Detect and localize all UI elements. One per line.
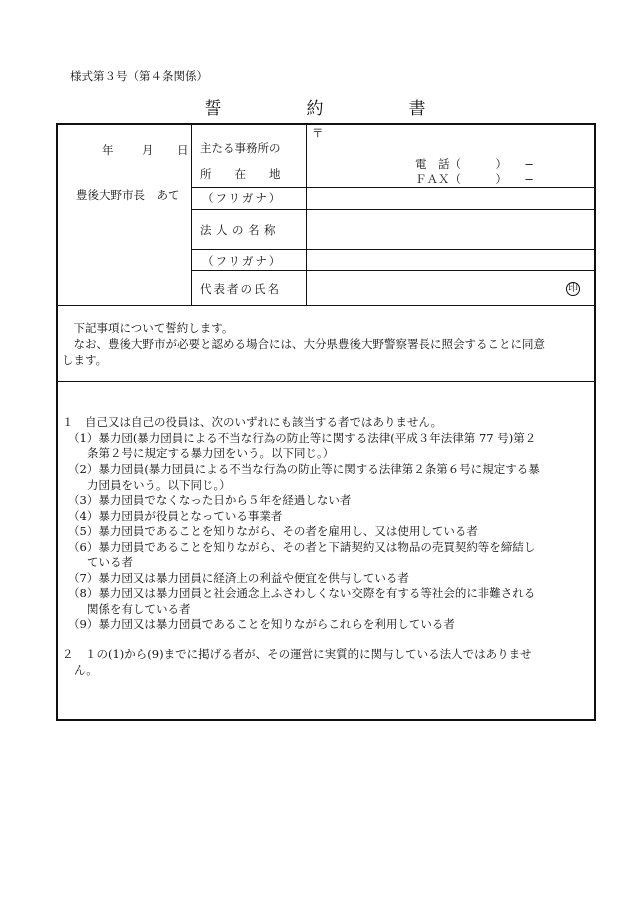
item-2-line1: ２ １の(1)から(9)までに掲げる者が、その運営に実質的に関与している法人ではありませ [62, 647, 532, 661]
item-1-sub8-line1: （8）暴力団又は暴力団員と社会通念上ふさわしくない交際を有する等社会的に非難される [68, 586, 536, 600]
date-day: 日 [177, 143, 189, 157]
item-1-sub2-line2: 力団員をいう。以下同じ。） [87, 478, 231, 492]
date-year: 年 [102, 143, 114, 157]
pledge-line-1: 下記事項について誓約します。 [62, 321, 234, 335]
item-1-sub7: （7）暴力団又は暴力団員に経済上の利益や便宜を供与している者 [68, 571, 409, 585]
item-1-sub9: （9）暴力団又は暴力団員であることを知りながらこれらを利用している者 [68, 617, 455, 631]
date-month: 月 [142, 143, 154, 157]
item-1-sub5: （5）暴力団員であることを知りながら、その者を雇用し、又は使用している者 [68, 524, 478, 538]
representative-name-label: 代表者の氏名 [200, 282, 281, 296]
seal-mark: 印 [568, 283, 578, 294]
item-1-sub1-line2: 条第２号に規定する暴力団をいう。以下同じ。） [87, 446, 335, 460]
item-1-sub1-line1: （1）暴力団(暴力団員による不当な行為の防止等に関する法律(平成３年法律第 77 号)第２ [68, 431, 537, 445]
pledge-line-3: します。 [62, 353, 108, 367]
item-1-sub4: （4）暴力団員が役員となっている事業者 [68, 509, 283, 523]
corp-name-label: 法人の名称 [200, 223, 280, 237]
office-address-label-line2: 所 在 地 [200, 167, 281, 181]
row-divider-furigana2 [191, 270, 594, 271]
phone-field[interactable]: 電 話（ ） − [415, 157, 534, 171]
fax-field[interactable]: ＦＡＸ（ ） − [415, 172, 534, 186]
item-1: １ 自己又は自己の役員は、次のいずれにも該当する者ではありません。 [62, 415, 443, 429]
item-1-sub8-line2: 関係を有している者 [87, 602, 191, 616]
item-1-sub2-line1: （2）暴力団員(暴力団員による不当な行為の防止等に関する法律第２条第６号に規定する暴 [68, 462, 540, 476]
col-divider-right [306, 125, 307, 305]
item-2-line2: ん。 [74, 663, 98, 677]
furigana-label-rep: （フリガナ） [202, 254, 283, 268]
row-divider-corpname [191, 249, 594, 250]
item-1-sub3: （3）暴力団員でなくなった日から５年を経過しない者 [68, 493, 352, 507]
pledge-form-frame [56, 123, 596, 721]
item-1-sub6-line2: ている者 [87, 555, 133, 569]
row-divider-furigana1 [191, 209, 594, 210]
pledge-line-2: なお、豊後大野市が必要と認める場合には、大分県豊後大野警察署長に照会することに同意 [62, 337, 545, 351]
row-divider-address [191, 187, 594, 188]
office-address-label-line1: 主たる事務所の [200, 141, 281, 155]
pledge-bottom-line [58, 381, 594, 382]
addressee: 豊後大野市長 あて [76, 188, 180, 202]
item-1-sub6-line1: （6）暴力団員であることを知りながら、その者と下請契約又は物品の売買契約等を締結し [68, 540, 536, 554]
header-bottom-line [58, 305, 594, 306]
postal-mark: 〒 [312, 126, 324, 140]
col-divider-left [191, 125, 192, 305]
form-number-label: 様式第３号（第４条関係） [70, 69, 208, 83]
document-title: 誓 約 書 [204, 99, 460, 119]
furigana-label-corp: （フリガナ） [202, 191, 283, 205]
